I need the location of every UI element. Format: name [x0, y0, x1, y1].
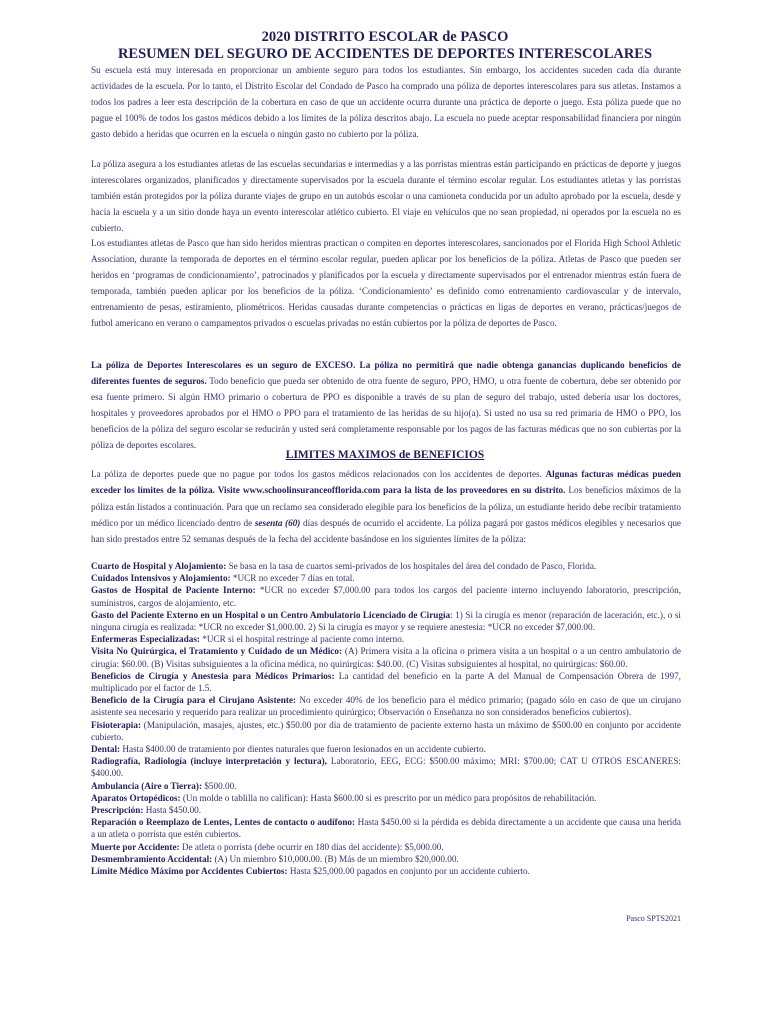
benefit-label: Fisioterapia:: [91, 719, 142, 730]
benefit-label: Aparatos Ortopédicos:: [91, 792, 181, 803]
benefit-item: [91, 853, 681, 865]
benefit-label: Beneficios de Cirugía y Anestesia para Médicos Primarios:: [91, 670, 335, 681]
benefit-label: Gastos de Hospital de Paciente Interno:: [91, 585, 256, 596]
benefit-item: [91, 670, 681, 694]
benefits-list: [91, 560, 681, 877]
benefit-text: (A) Primera visita a la oficina o primera visita a un hospital o a un centro ambulatorio de cirugía: $60.00. (B) Visitas subsiguientes a la oficina médica, no quirúrgicas: $40.00. (C) Visitas subsiguientes al hospital, no quirúrgicas: $60.00.: [91, 646, 681, 669]
benefit-label: Muerte por Accidente:: [91, 841, 180, 852]
benefit-label: Radiografía, Radiología (incluye interpretación y lectura),: [91, 756, 327, 767]
coverage-paragraph-1: La póliza asegura a los estudiantes atletas de las escuelas secundarias e intermedias y a las porristas mientras están participando en prácticas de deporte y juegos interescolares organizados, planificados y directamente supervisados por la escuela durante el término escolar regular. Los estudiantes atletas y las porristas también están protegidos por la póliza durante viajes de grupo en un autobús escolar o una camioneta conducida por un adulto aprobado por la escuela, desde y hacia la escuela y a un sitio donde haya un evento interescolar atlético cubierto. El viaje en vehículos que no sean propiedad, ni operados por la escuela no es cubierto.: [91, 159, 681, 233]
benefit-text: De atleta o porrista (debe ocurrir en 180 días del accidente): $5,000.00.: [179, 841, 444, 852]
benefit-item: [91, 572, 681, 584]
limits-eligibility-text: Los beneficios máximos de la póliza están listados a continuación. Para que un reclamo sea considerado elegible para los beneficios de la póliza, un estudiante herido debe recibir tratamiento médico por un médico licenciado dentro de: [91, 485, 682, 528]
excess-bold-text: La póliza de Deportes Interescolares es un seguro de EXCESO. La póliza no permitirá que nadie obtenga ganancias duplicando beneficios de diferentes fuentes de seguros.: [91, 360, 681, 386]
benefit-text: *UCR no exceder $7,000.00 para todos los cargos del paciente interno incluyendo laboratorio, prescripción, suministros, cargos de alojamiento, etc.: [91, 585, 682, 608]
benefit-item: [91, 560, 681, 572]
document-title: 2020 DISTRITO ESCOLAR de PASCO: [261, 29, 509, 45]
benefit-item: [91, 609, 681, 633]
benefit-label: Ambulancia (Aire o Tierra):: [91, 780, 203, 791]
intro-paragraph: Su escuela está muy interesada en proporcionar un ambiente seguro para todos los estudiantes. Sin embargo, los accidentes suceden cada día durante actividades de la escuela. Por lo tanto, el Distrito Escolar del Condado de Pasco ha comprado una póliza de deportes interescolares para sus atletas. Instamos a todos los padres a leer esta descripción de la cobertura en caso de que un accidente ocurra durante una práctica de deporte o juego. Esta póliza puede que no pague el 100% de todos los gastos médicos debido a los límites de la póliza descritos abajo. La escuela no puede aceptar responsabilidad financiera por ningún gasto debido a heridas que ocurren en la escuela o ningún gasto no cubierto por la póliza.: [91, 65, 681, 139]
benefit-item: [91, 780, 681, 792]
benefit-label: Reparación o Reemplazo de Lentes, Lentes de contacto o audífono:: [91, 817, 356, 828]
benefit-item: [91, 645, 681, 669]
benefit-text: (Manipulación, masajes, ajustes, etc.) $50.00 por día de tratamiento de paciente externo hasta un máximo de $500.00 en conjunto por accidente cubierto.: [91, 719, 681, 742]
limits-header: LIMITES MAXIMOS de BENEFICIOS: [285, 449, 485, 461]
document-subtitle: RESUMEN DEL SEGURO DE ACCIDENTES DE DEPORTES INTERESCOLARES: [117, 46, 653, 62]
excess-paragraph: [91, 358, 681, 453]
excess-text: Todo beneficio que pueda ser obtenido de otra fuente de seguro, PPO, HMO, u otra fuente de cobertura, debe ser obtenido por esa fuente primero. Si algún HMO primario o cobertura de PPO es disponible a través de su plan de seguro del trabajo, usted debería usar los doctores, hospitales y proveedores aprobados por el HMO o PPO para el tratamiento de las heridas de su hijo(a). Si usted no usa su red primaria de HMO o PPO, los beneficios de la póliza del seguro escolar se reducirán y usted será completamente responsable por los pagos de las facturas médicas que no son cubiertas por la póliza de deportes escolares.: [91, 375, 681, 450]
footer-code: Pasco SPTS2021: [626, 914, 681, 923]
limits-days-text: sesenta (60): [254, 517, 301, 528]
limits-warning-text: Algunas facturas médicas pueden exceder los límites de la póliza. Visite www.schoolinsuranceofflorida.com para la lista de los proveedores en su distrito.: [91, 469, 681, 496]
limits-period-text: días después de ocurrido el accidente. La póliza pagará por gastos médicos elegibles y necesarios que han sido prestados entre 52 semanas después de la fecha del accidente basándose en los siguientes límites de la póliza:: [91, 517, 681, 545]
benefit-text: Laboratorio, EEG, ECG: $500.00 máximo; MRI: $700.00; CAT U OTROS ESCANERES: $400.00.: [91, 756, 681, 779]
benefit-item: [91, 865, 681, 877]
benefit-label: Enfermeras Especializadas:: [91, 634, 200, 645]
limits-paragraph: [91, 466, 681, 547]
benefit-item: [91, 804, 681, 816]
benefit-text: : 1) Si la cirugía es menor (reparación de laceración, etc.), o si ninguna cirugía es realizada: *UCR no exceder $1,000.00. 2) Si la cirugía es mayor y se requiere anestesia: *UCR no exceder $7,000.00.: [91, 609, 681, 633]
benefit-label: Visita No Quirúrgica, el Tratamiento y Cuidado de un Médico:: [91, 646, 343, 657]
benefit-item: [91, 719, 681, 743]
benefit-item: [91, 584, 681, 608]
benefit-text: No exceder 40% de los beneficio para el médico primario; (pagado sólo en caso de que un cirujano asistente sea necesario y requerido para realizar un procedimiento quirúrgico; Observación o Enseñanza no son considerados beneficios cubiertos).: [91, 695, 681, 718]
benefit-label: Beneficio de la Cirugía para el Cirujano Asistente:: [91, 695, 297, 706]
benefit-label: Gasto del Paciente Externo en un Hospital o un Centro Ambulatorio Licenciado de Cirugía: [91, 609, 451, 620]
benefit-text: Se basa en la tasa de cuartos semi-privados de los hospitales del área del condado de Pasco, Florida.: [226, 561, 597, 571]
benefit-text: Hasta $25,000.00 pagados en conjunto por un accidente cubierto.: [287, 866, 530, 877]
benefit-text: Hasta $400.00 de tratamiento por dientes naturales que fueron lesionados en un accidente cubierto.: [120, 744, 486, 755]
benefit-label: Cuarto de Hospital y Alojamiento:: [91, 561, 227, 571]
benefit-text: $500.00.: [202, 780, 237, 791]
benefit-item: [91, 743, 681, 755]
benefit-item: [91, 694, 681, 718]
benefit-label: Dental:: [91, 744, 121, 755]
limits-intro-text: La póliza de deportes puede que no pague por todos los gastos médicos relacionados con los accidentes de deportes.: [91, 469, 546, 479]
benefit-label: Límite Médico Máximo por Accidentes Cubiertos:: [91, 866, 288, 877]
benefit-text: Hasta $450.00 si la pérdida es debida directamente a un accidente que causa una herida a un atleta o porrista que estén cubiertos.: [91, 817, 681, 840]
benefit-text: *UCR si el hospital restringe al paciente como interno.: [199, 634, 405, 645]
benefit-item: [91, 755, 681, 779]
coverage-paragraph-2: Los estudiantes atletas de Pasco que han sido heridos mientras practican o compiten en deportes interescolares, sancionados por el Florida High School Athletic Association, durante la temporada de deportes en el término escolar regular, pueden aplicar por los beneficios de la póliza. Atletas de Pasco que pueden ser heridos en ‘programas de condicionamiento’, patrocinados y planificados por la escuela y directamente supervisados por el entrenador mientras están fuera de temporada, también pueden aplicar por los beneficios de la póliza. ‘Condicionamiento’ es definido como entrenamiento cardiovascular y de intervalo, entrenamiento de pesas, estiramiento, pliométricos. Heridas causadas durante competencias o prácticas en ligas de deportes en verano, prácticas/juegos de futbol americano en verano o campamentos privados o escuelas privadas no están cubiertos por la póliza de deportes de Pasco.: [91, 238, 681, 328]
benefit-text: *UCR no exceder 7 días en total.: [230, 573, 355, 584]
benefit-text: (A) Un miembro $10,000.00. (B) Más de un miembro $20,000.00.: [212, 853, 459, 864]
benefit-text: La cantidad del beneficio en la parte A del Manual de Compensación Obrera de 1997, multiplicado por el factor de 1.5.: [91, 670, 681, 694]
benefit-label: Cuidados Intensivos y Alojamiento:: [91, 573, 231, 584]
benefit-label: Prescripción:: [91, 805, 144, 816]
benefit-item: [91, 816, 681, 840]
benefit-item: [91, 841, 681, 853]
benefit-text: Hasta $450.00.: [143, 805, 202, 816]
benefit-text: (Un molde o tablilla no califican): Hasta $600.00 si es prescrito por un médico para propósitos de rehabilitación.: [180, 792, 597, 803]
benefit-label: Desmembramiento Accidental:: [91, 853, 213, 864]
benefit-item: [91, 633, 681, 645]
benefit-item: [91, 792, 681, 804]
